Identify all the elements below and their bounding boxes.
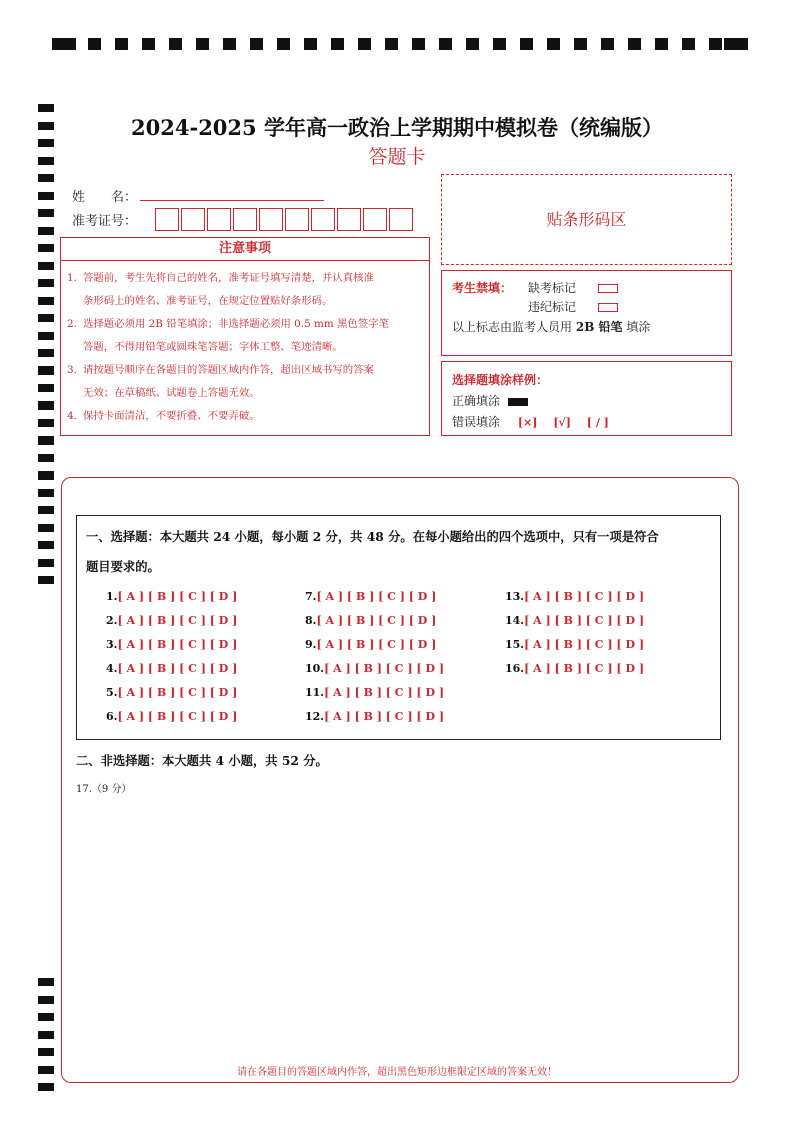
fill-sample-panel [441,361,732,436]
exam-id-boxes[interactable] [155,208,415,231]
exam-id-digit-box[interactable] [181,208,205,231]
timing-mark [38,419,54,427]
answer-options[interactable]: [ A ] [ B ] [ C ] [ D ] [524,638,645,651]
timing-mark [493,38,506,50]
timing-mark [655,38,668,50]
answer-options[interactable]: [ A ] [ B ] [ C ] [ D ] [316,590,437,603]
timing-mark [439,38,452,50]
timing-mark [547,38,560,50]
timing-mark [38,978,54,986]
timing-mark [115,38,128,50]
question-number: 11. [305,686,325,699]
nonchoice-section-heading: 二、非选择题：本大题共 4 小题，共 52 分。 [76,753,328,768]
timing-mark [358,38,371,50]
correct-label: 正确填涂 [452,394,501,408]
footer-note: 请在各题目的答题区域内作答，超出黑色矩形边框限定区域的答案无效！ [237,1067,557,1078]
choice-question[interactable] [505,638,644,651]
barcode-label: 贴条形码区 [546,210,627,229]
answer-options[interactable]: [ A ] [ B ] [ C ] [ D ] [117,638,238,651]
timing-mark [38,349,54,357]
answer-options[interactable]: [ A ] [ B ] [ C ] [ D ] [324,662,445,675]
timing-mark [682,38,695,50]
answer-options[interactable]: [ A ] [ B ] [ C ] [ D ] [324,686,445,699]
timing-marks-top [52,38,752,50]
violation-label: 违纪标记 [528,300,577,314]
exam-id-digit-box[interactable] [285,208,309,231]
timing-mark [38,454,54,462]
page-subtitle: 答题卡 [368,146,426,168]
question-number: 5. [106,686,118,699]
wrong-mark-slash: [ / ] [586,416,609,429]
question-number: 14. [505,614,525,627]
timing-mark [38,559,54,567]
question-number: 6. [106,710,118,723]
prohibit-note: 以上标志由监考人员用 2B 铅笔 填涂 [452,320,651,334]
id-label: 准考证号： [72,214,138,229]
wrong-mark-check: [√] [553,416,571,429]
answer-options[interactable]: [ A ] [ B ] [ C ] [ D ] [117,662,238,675]
timing-mark [709,38,722,50]
answer-options[interactable]: [ A ] [ B ] [ C ] [ D ] [316,638,437,651]
timing-mark [38,1013,54,1021]
exam-id-digit-box[interactable] [155,208,179,231]
choice-question[interactable] [106,590,237,603]
timing-mark [38,366,54,374]
timing-mark [574,38,587,50]
examiner-only-panel [441,270,732,356]
sample-heading: 选择题填涂样例： [452,373,549,387]
timing-mark [38,1048,54,1056]
timing-mark [628,38,641,50]
timing-mark [38,244,54,252]
answer-options[interactable]: [ A ] [ B ] [ C ] [ D ] [524,614,645,627]
timing-mark [412,38,425,50]
choice-question[interactable] [305,686,444,699]
choice-question[interactable] [106,614,237,627]
timing-mark [38,471,54,479]
answer-options[interactable]: [ A ] [ B ] [ C ] [ D ] [117,614,238,627]
timing-mark [38,332,54,340]
barcode-area [441,174,732,265]
exam-id-digit-box[interactable] [363,208,387,231]
timing-mark [38,227,54,235]
question-number: 1. [106,590,118,603]
timing-mark [38,489,54,497]
choice-question[interactable] [305,590,436,603]
violation-mark-box[interactable] [598,303,618,312]
question-number: 8. [305,614,317,627]
timing-mark [724,38,748,50]
question-number: 4. [106,662,118,675]
timing-mark [38,996,54,1004]
notice-heading: 注意事项 [61,238,429,261]
notice-item: 2. 选择题必须用 2B 铅笔填涂；非选择题必须用 0.5 mm 黑色签字笔 答题，不得用铅笔或圆珠笔答题；字体工整、笔迹清晰。 [67,318,389,353]
absent-mark-box[interactable] [598,284,618,293]
question-number: 2. [106,614,118,627]
absent-label: 缺考标记 [528,281,577,295]
timing-mark [38,279,54,287]
choice-question[interactable] [505,662,644,675]
exam-id-digit-box[interactable] [389,208,413,231]
choice-question[interactable] [106,638,237,651]
choice-question[interactable] [505,590,644,603]
timing-mark [250,38,263,50]
choice-question[interactable] [106,686,237,699]
choice-question[interactable] [106,662,237,675]
timing-mark [169,38,182,50]
wrong-label: 错误填涂 [452,415,501,429]
timing-mark [38,1031,54,1039]
choice-question[interactable] [305,662,444,675]
timing-mark [466,38,479,50]
timing-mark [38,104,54,112]
timing-mark [385,38,398,50]
timing-mark [277,38,290,50]
answer-options[interactable]: [ A ] [ B ] [ C ] [ D ] [524,662,645,675]
timing-mark [38,297,54,305]
timing-mark [88,38,101,50]
question-17-label: 17.（9 分） [76,784,132,795]
timing-mark [38,401,54,409]
answer-options[interactable]: [ A ] [ B ] [ C ] [ D ] [324,710,445,723]
answer-options[interactable]: [ A ] [ B ] [ C ] [ D ] [117,710,238,723]
exam-id-digit-box[interactable] [207,208,231,231]
timing-mark [142,38,155,50]
timing-mark [196,38,209,50]
timing-mark [520,38,533,50]
question-number: 10. [305,662,325,675]
timing-mark [601,38,614,50]
timing-mark [38,209,54,217]
timing-mark [38,314,54,322]
choice-question[interactable] [305,638,436,651]
notice-item: 1. 答题前，考生先将自己的姓名，准考证号填写清楚，并认真核准 条形码上的姓名、准考证号，在规定位置贴好条形码。 [67,272,374,307]
choice-section-heading: 一、选择题：本大题共 24 小题，每小题 2 分，共 48 分。在每小题给出的四个选项中，只有一项是符合 题目要求的。 [86,529,659,574]
timing-mark [38,506,54,514]
exam-id-digit-box[interactable] [337,208,361,231]
question-number: 13. [505,590,525,603]
question-number: 7. [305,590,317,603]
prohibit-heading: 考生禁填： [452,281,513,295]
notice-list [61,261,429,428]
answer-options[interactable]: [ A ] [ B ] [ C ] [ D ] [524,590,645,603]
exam-id-digit-box[interactable] [233,208,257,231]
name-label: 姓 名： [72,190,138,205]
question-number: 9. [305,638,317,651]
timing-mark [38,1083,54,1091]
timing-mark [223,38,236,50]
timing-mark [38,174,54,182]
timing-mark [38,192,54,200]
choice-question[interactable] [305,710,444,723]
answer-options[interactable]: [ A ] [ B ] [ C ] [ D ] [117,686,238,699]
timing-mark [38,262,54,270]
choice-question[interactable] [305,614,436,627]
wrong-mark-cross: [×] [517,416,538,429]
timing-mark [38,576,54,584]
timing-mark [38,436,54,444]
question-number: 15. [505,638,525,651]
timing-mark [304,38,317,50]
timing-mark [331,38,344,50]
page-title: 2024-2025 学年高一政治上学期期中模拟卷（统编版） [131,115,663,140]
exam-id-digit-box[interactable] [311,208,335,231]
correct-fill-sample [508,398,528,406]
timing-mark [38,541,54,549]
question-number: 3. [106,638,118,651]
timing-mark [38,384,54,392]
answer-options[interactable]: [ A ] [ B ] [ C ] [ D ] [316,614,437,627]
notice-panel [60,237,430,436]
notice-item: 3. 请按题号顺序在各题目的答题区域内作答，超出区域书写的答案 无效；在草稿纸、试题卷上答题无效。 [67,364,374,399]
choice-question[interactable] [106,710,237,723]
question-number: 12. [305,710,325,723]
name-field[interactable] [140,200,324,201]
notice-item: 4. 保持卡面清洁，不要折叠、不要弄破。 [67,410,260,422]
timing-mark [52,38,76,50]
timing-mark [38,524,54,532]
exam-id-digit-box[interactable] [259,208,283,231]
answer-options[interactable]: [ A ] [ B ] [ C ] [ D ] [117,590,238,603]
choice-question[interactable] [505,614,644,627]
question-number: 16. [505,662,525,675]
